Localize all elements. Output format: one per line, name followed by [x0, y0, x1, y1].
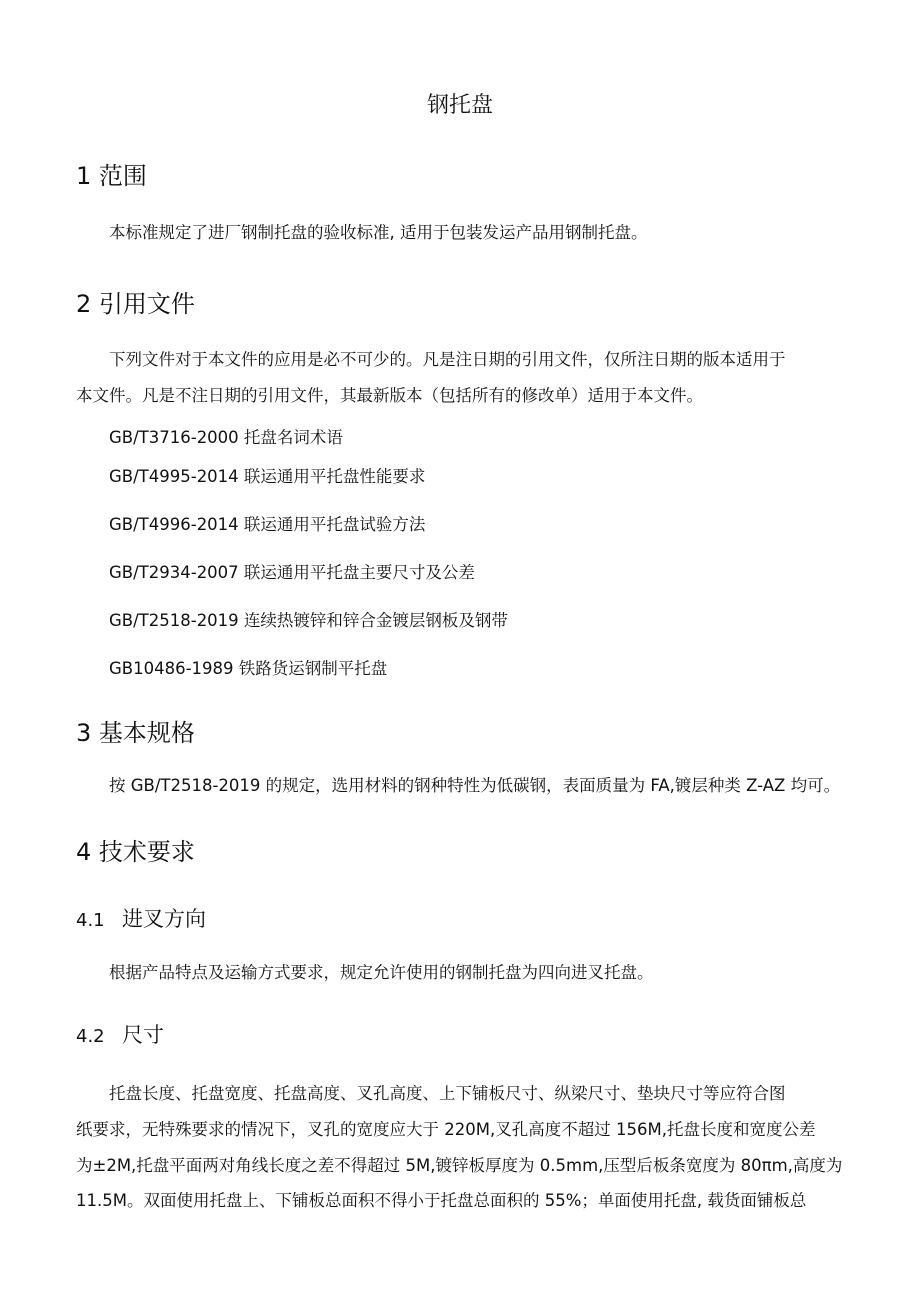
section-heading-scope: 1 范围 [76, 162, 147, 190]
dimensions-line-1: 托盘长度、托盘宽度、托盘高度、叉孔高度、上下铺板尺寸、纵梁尺寸、垫块尺寸等应符合图 [109, 1084, 786, 1103]
subsection-title: 进叉方向 [122, 907, 206, 931]
reference-item: GB/T4996-2014 联运通用平托盘试验方法 [109, 515, 426, 534]
reference-item: GB/T2934-2007 联运通用平托盘主要尺寸及公差 [109, 563, 475, 582]
section-heading-tech-requirements: 4 技术要求 [76, 838, 195, 866]
dimensions-line-3: 为±2M,托盘平面两对角线长度之差不得超过 5M,镀锌板厚度为 0.5mm,压型后板条宽度为 80πm,高度为 [76, 1156, 843, 1175]
reference-item: GB/T3716-2000 托盘名词术语 [109, 428, 343, 447]
subsection-title: 尺寸 [122, 1023, 164, 1047]
subsection-number: 4.2 [76, 1026, 105, 1047]
reference-item: GB/T4995-2014 联运通用平托盘性能要求 [109, 467, 426, 486]
references-intro-line-1: 下列文件对于本文件的应用是必不可少的。凡是注日期的引用文件，仅所注日期的版本适用于 [109, 350, 786, 369]
basic-spec-paragraph: 按 GB/T2518-2019 的规定，选用材料的钢种特性为低碳钢，表面质量为 FA,镀层种类 Z-AZ 均可。 [109, 776, 841, 795]
subsection-heading-fork-direction [76, 903, 206, 933]
subsection-number: 4.1 [76, 910, 105, 931]
dimensions-line-2: 纸要求，无特殊要求的情况下，叉孔的宽度应大于 220M,叉孔高度不超过 156M,托盘长度和宽度公差 [76, 1120, 816, 1139]
subsection-heading-dimensions [76, 1019, 164, 1049]
scope-paragraph: 本标准规定了进厂钢制托盘的验收标准, 适用于包装发运产品用钢制托盘。 [109, 223, 648, 242]
document-title: 钢托盘 [426, 93, 493, 118]
section-heading-basic-spec: 3 基本规格 [76, 719, 195, 747]
references-intro-line-2: 本文件。凡是不注日期的引用文件，其最新版本（包括所有的修改单）适用于本文件。 [76, 386, 703, 405]
section-heading-references: 2 引用文件 [76, 290, 195, 318]
fork-direction-paragraph: 根据产品特点及运输方式要求，规定允许使用的钢制托盘为四向进叉托盘。 [109, 963, 654, 982]
reference-item: GB10486-1989 铁路货运钢制平托盘 [109, 659, 388, 678]
dimensions-line-4: 11.5M。双面使用托盘上、下铺板总面积不得小于托盘总面积的 55%；单面使用托盘, 载货面铺板总 [76, 1191, 807, 1210]
reference-item: GB/T2518-2019 连续热镀锌和锌合金镀层钢板及钢带 [109, 611, 508, 630]
